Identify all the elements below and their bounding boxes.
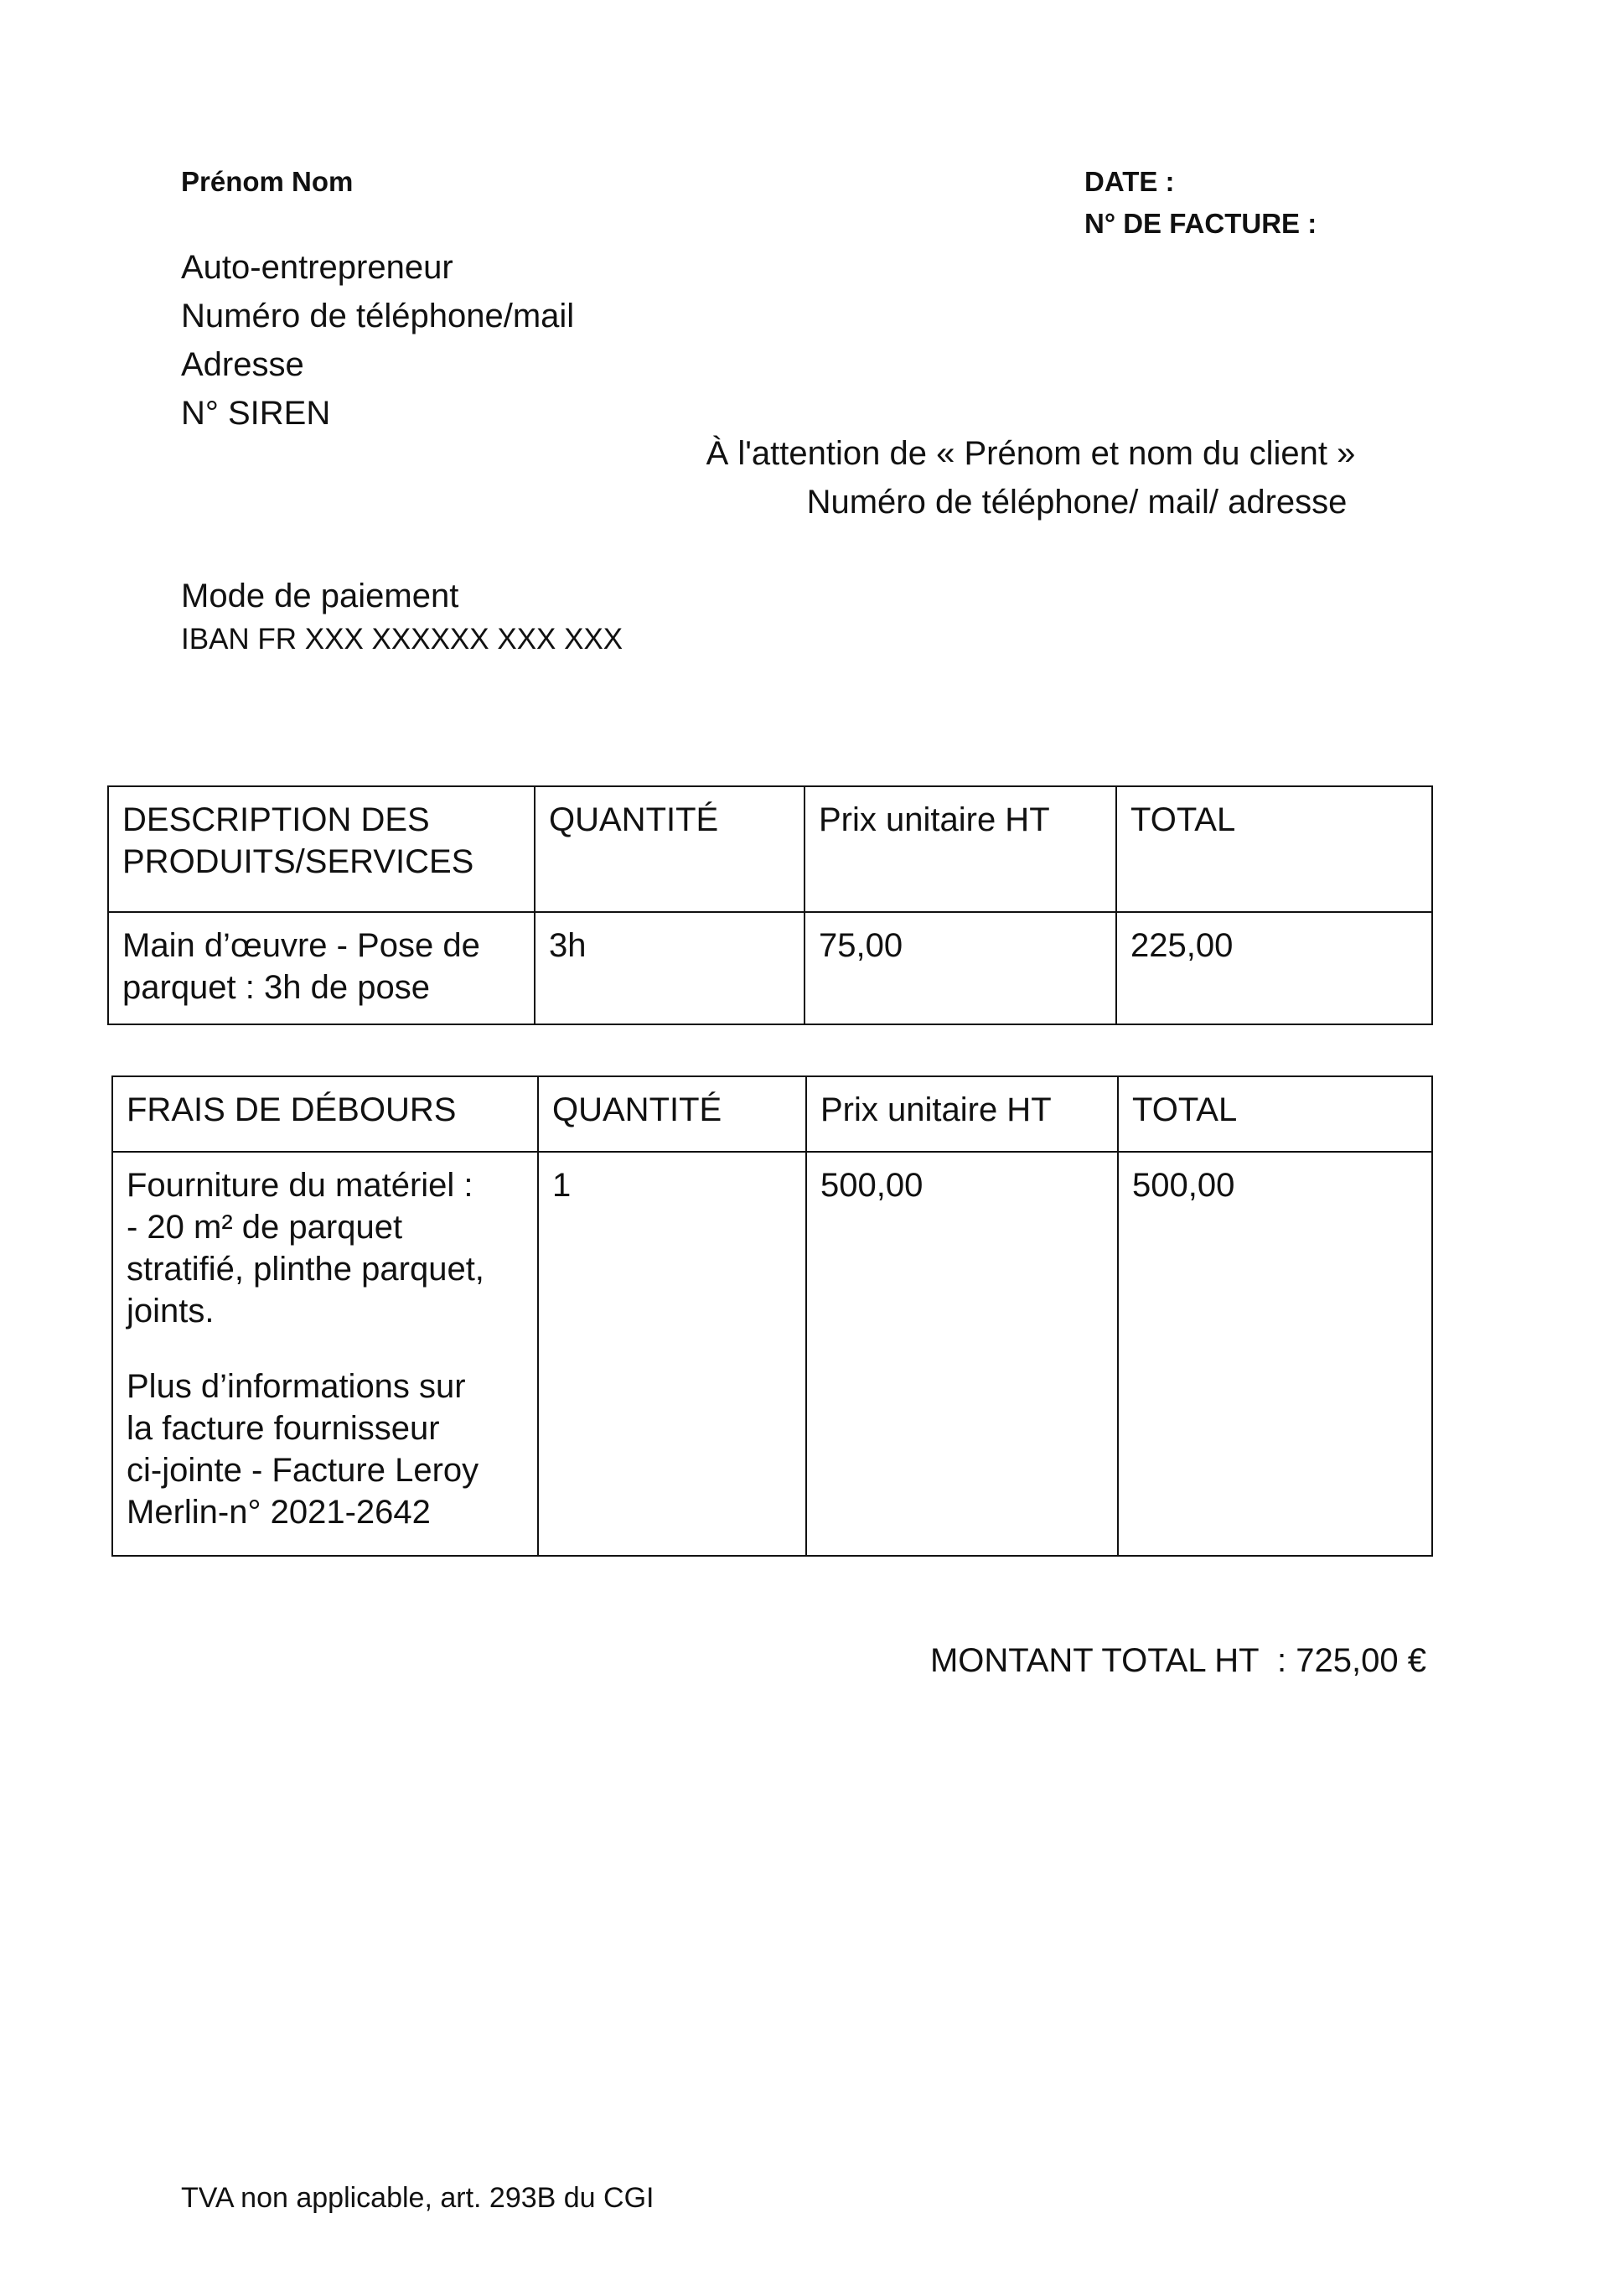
row-unit-price: 75,00 — [804, 912, 1116, 1024]
row-unit-price: 500,00 — [806, 1152, 1118, 1556]
date-label: DATE : — [1084, 166, 1175, 197]
services-table — [107, 785, 1433, 1025]
total-ht: MONTANT TOTAL HT : 725,00 € — [929, 1642, 1426, 1679]
issuer-contact: Numéro de téléphone/mail — [181, 298, 575, 334]
client-block — [670, 429, 1391, 526]
header-quantity: QUANTITÉ — [535, 786, 804, 912]
issuer-name: Prénom Nom — [181, 166, 354, 197]
issuer-status: Auto-entrepreneur — [181, 249, 453, 286]
vat-note: TVA non applicable, art. 293B du CGI — [181, 2182, 654, 2214]
header-quantity: QUANTITÉ — [538, 1076, 806, 1152]
header-expenses: FRAIS DE DÉBOURS — [112, 1076, 538, 1152]
row-total: 500,00 — [1118, 1152, 1432, 1556]
table-row — [112, 1152, 1432, 1556]
row-description — [112, 1152, 538, 1556]
issuer-address: Adresse — [181, 346, 304, 383]
row-description: Main d’œuvre - Pose de parquet : 3h de pose — [108, 912, 535, 1024]
header-unit-price: Prix unitaire HT — [806, 1076, 1118, 1152]
issuer-siren: N° SIREN — [181, 395, 331, 432]
header-total: TOTAL — [1118, 1076, 1432, 1152]
header-total: TOTAL — [1116, 786, 1432, 912]
header-description: DESCRIPTION DES PRODUITS/SERVICES — [108, 786, 535, 912]
table-header-row — [108, 786, 1432, 912]
description-supplies: Fourniture du matériel : - 20 m² de parquet stratifié, plinthe parquet, joints. — [127, 1167, 484, 1329]
client-attention: À l'attention de « Prénom et nom du client » — [706, 435, 1356, 472]
row-quantity: 1 — [538, 1152, 806, 1556]
header-unit-price: Prix unitaire HT — [804, 786, 1116, 912]
table-header-row — [112, 1076, 1432, 1152]
table-row — [108, 912, 1432, 1024]
client-contact: Numéro de téléphone/ mail/ adresse — [806, 484, 1348, 521]
invoice-number-label: N° DE FACTURE : — [1084, 208, 1317, 239]
row-quantity: 3h — [535, 912, 804, 1024]
row-total: 225,00 — [1116, 912, 1432, 1024]
expenses-table — [111, 1075, 1433, 1557]
iban: IBAN FR XXX XXXXXX XXX XXX — [181, 623, 623, 656]
payment-mode-label: Mode de paiement — [181, 578, 459, 614]
description-supplier-info: Plus d’informations sur la facture fournisseur ci-jointe - Facture Leroy Merlin-n° 2021-2642 — [127, 1368, 479, 1531]
